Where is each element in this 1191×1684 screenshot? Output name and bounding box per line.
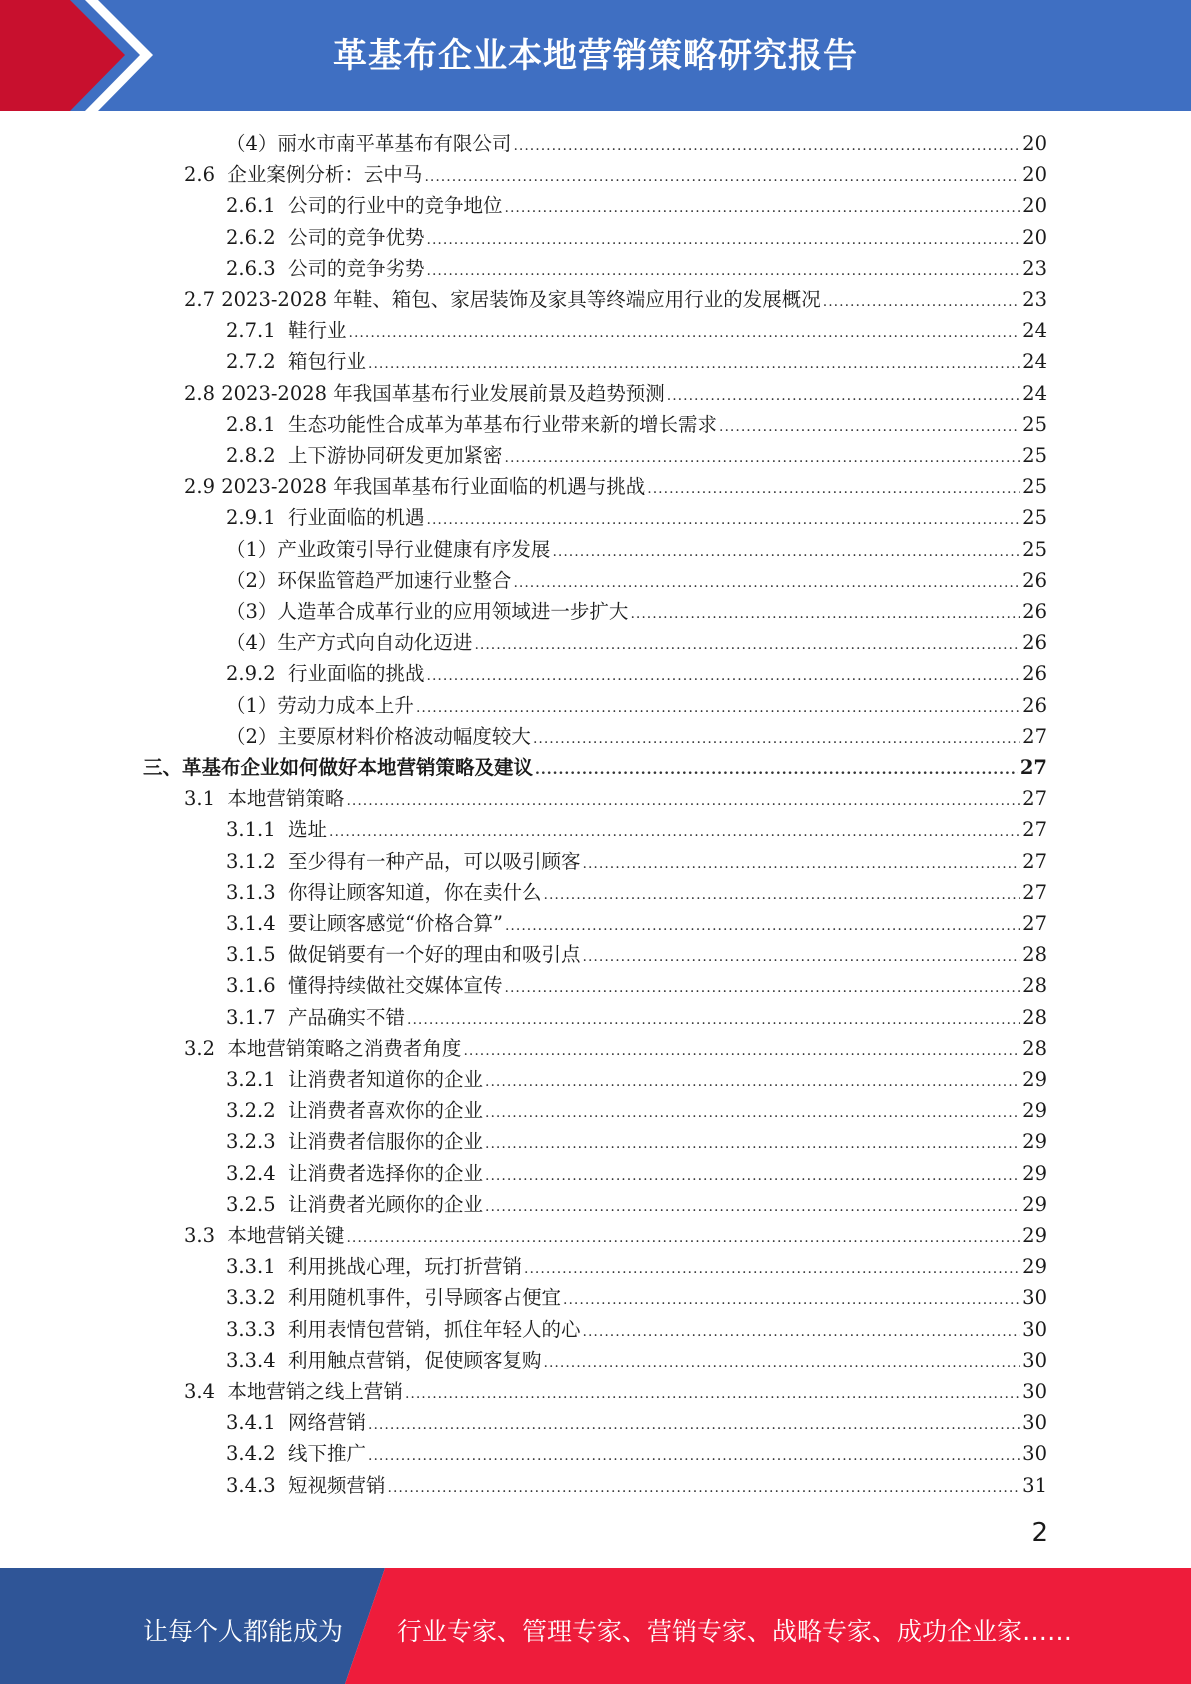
toc-dot-leader	[424, 162, 1020, 193]
toc-entry[interactable]	[184, 378, 1047, 409]
toc-entry-page: 27	[1022, 787, 1047, 811]
toc-entry-page: 29	[1022, 1161, 1047, 1185]
toc-entry-page: 26	[1022, 631, 1047, 655]
toc-dot-leader	[427, 256, 1021, 287]
toc-entry-page: 31	[1022, 1473, 1047, 1497]
toc-entry-page: 28	[1022, 943, 1047, 967]
toc-entry[interactable]	[226, 1002, 1047, 1033]
toc-entry-number: （4）	[226, 631, 278, 655]
toc-entry-page: 24	[1022, 381, 1047, 405]
toc-entry[interactable]	[226, 970, 1047, 1001]
toc-dot-leader	[368, 349, 1020, 380]
toc-entry-title: 生态功能性合成革为革基布行业带来新的增长需求	[288, 412, 718, 436]
toc-entry-number: 2.9.1	[226, 506, 289, 530]
toc-entry-title: 上下游协同研发更加紧密	[288, 444, 503, 467]
toc-entry-title: 你得让顾客知道，你在卖什么	[288, 880, 542, 904]
toc-entry[interactable]	[184, 1220, 1047, 1251]
toc-entry[interactable]	[226, 1158, 1047, 1189]
toc-dot-leader	[505, 193, 1021, 224]
toc-entry[interactable]	[184, 783, 1047, 814]
toc-entry-number: 2.8.2	[226, 444, 289, 467]
toc-entry-title: 生产方式向自动化迈进	[277, 631, 473, 655]
toc-dot-leader	[505, 911, 1020, 942]
toc-entry[interactable]	[226, 346, 1047, 377]
toc-entry-title: 利用表情包营销，抓住年轻人的心	[288, 1317, 581, 1341]
toc-entry-page: 29	[1022, 1099, 1047, 1123]
toc-entry[interactable]	[226, 409, 1047, 440]
toc-entry-number: 2.9	[184, 475, 222, 499]
toc-entry[interactable]	[226, 1407, 1047, 1438]
toc-entry-title: 2023-2028 年我国革基布行业发展前景及趋势预测	[221, 381, 665, 405]
toc-entry-page: 28	[1022, 974, 1047, 998]
toc-entry[interactable]	[226, 1126, 1047, 1157]
toc-entry[interactable]	[226, 253, 1047, 284]
toc-entry-title: 公司的行业中的竞争地位	[288, 194, 503, 218]
toc-entry-page: 27	[1022, 724, 1047, 748]
toc-dot-leader	[583, 849, 1021, 880]
toc-dot-leader	[583, 942, 1021, 973]
toc-entry-title: 2023-2028 年我国革基布行业面临的机遇与挑战	[221, 475, 646, 499]
toc-entry-number: 2.6.2	[226, 225, 289, 249]
toc-entry-page: 29	[1022, 1255, 1047, 1279]
toc-entry-number: 3.3	[184, 1224, 228, 1247]
toc-dot-leader	[485, 1129, 1020, 1160]
toc-entry-page: 29	[1022, 1192, 1047, 1216]
toc-entry-number: 3.1.6	[226, 974, 289, 998]
toc-dot-leader	[667, 381, 1020, 412]
toc-entry[interactable]	[226, 222, 1047, 253]
toc-entry-title: 本地营销策略之消费者角度	[227, 1036, 462, 1060]
toc-entry-number: 2.7.1	[226, 319, 289, 343]
toc-entry-number: 3.2.4	[226, 1161, 289, 1185]
toc-entry[interactable]	[226, 596, 1047, 627]
toc-dot-leader	[513, 568, 1020, 599]
toc-entry[interactable]	[226, 1189, 1047, 1220]
page-footer	[0, 1568, 1191, 1684]
toc-dot-leader	[368, 1441, 1020, 1472]
toc-entry[interactable]	[226, 1282, 1047, 1313]
toc-dot-leader	[427, 661, 1021, 692]
toc-entry-title: 公司的竞争劣势	[288, 256, 425, 280]
toc-entry[interactable]	[226, 1438, 1047, 1469]
toc-entry[interactable]	[226, 1314, 1047, 1345]
toc-dot-leader	[630, 599, 1020, 630]
toc-entry[interactable]	[226, 502, 1047, 533]
toc-dot-leader	[524, 1254, 1020, 1285]
toc-entry-page: 24	[1022, 319, 1047, 343]
footer-slogan-left: 让每个人都能成为	[143, 1617, 344, 1646]
toc-entry-number: 3.1.7	[226, 1005, 289, 1029]
toc-entry-title: 让消费者信服你的企业	[288, 1130, 484, 1154]
toc-dot-leader	[544, 1348, 1021, 1379]
toc-entry-number: 2.6.1	[226, 194, 289, 218]
toc-entry-number: 3.2.1	[226, 1068, 289, 1091]
toc-dot-leader	[505, 443, 1021, 474]
toc-entry[interactable]	[226, 315, 1047, 346]
toc-entry-number: 3.1.4	[226, 912, 289, 935]
toc-dot-leader	[823, 287, 1020, 318]
toc-entry-number: 3.2.2	[226, 1099, 289, 1123]
toc-entry-title: 让消费者知道你的企业	[288, 1068, 484, 1091]
toc-entry-number: （1）	[226, 537, 278, 561]
page-number: 2	[1031, 1518, 1048, 1548]
toc-dot-leader	[368, 1410, 1020, 1441]
toc-entry-title: 丽水市南平革基布有限公司	[277, 132, 512, 155]
toc-entry[interactable]	[226, 846, 1047, 877]
footer-slogan-right: 行业专家、管理专家、营销专家、战略专家、成功企业家……	[397, 1617, 1073, 1646]
toc-dot-leader	[405, 1379, 1020, 1410]
toc-entry-number: 3.3.4	[226, 1348, 289, 1372]
toc-dot-leader	[416, 693, 1020, 724]
toc-entry[interactable]	[226, 908, 1047, 939]
toc-entry-number: （2）	[226, 568, 278, 592]
toc-entry-page: 25	[1022, 537, 1047, 561]
toc-entry-title: 本地营销之线上营销	[227, 1380, 403, 1403]
toc-entry-page: 25	[1022, 475, 1047, 499]
toc-entry-title: 做促销要有一个好的理由和吸引点	[288, 943, 581, 967]
toc-entry-number: （1）	[226, 693, 278, 717]
toc-entry-title: 企业案例分析：云中马	[227, 163, 423, 187]
toc-dot-leader	[346, 1223, 1020, 1254]
toc-entry-page: 29	[1022, 1130, 1047, 1154]
toc-entry-page: 20	[1022, 163, 1047, 187]
toc-entry-title: 主要原材料价格波动幅度较大	[277, 724, 531, 748]
toc-entry-page: 27	[1022, 818, 1047, 842]
toc-entry-number: 三、	[143, 756, 183, 779]
toc-entry[interactable]	[226, 877, 1047, 908]
toc-entry-page: 30	[1022, 1442, 1047, 1466]
toc-entry-number: 3.1	[184, 787, 228, 811]
toc-entry[interactable]	[226, 658, 1047, 689]
toc-dot-leader	[535, 755, 1018, 786]
toc-entry-title: 让消费者选择你的企业	[288, 1161, 484, 1185]
toc-entry-page: 30	[1022, 1380, 1047, 1403]
toc-entry-number: 2.8	[184, 381, 222, 405]
toc-entry[interactable]	[226, 1251, 1047, 1282]
toc-entry-number: 3.3.1	[226, 1255, 289, 1279]
toc-entry-number: 3.4.3	[226, 1473, 289, 1497]
toc-dot-leader	[719, 412, 1020, 443]
toc-entry-number: 2.6	[184, 163, 228, 187]
toc-entry-page: 25	[1022, 444, 1047, 467]
toc-entry-page: 24	[1022, 350, 1047, 374]
toc-entry-title: 行业面临的挑战	[288, 662, 425, 686]
toc-dot-leader	[544, 880, 1021, 911]
toc-entry-number: （3）	[226, 600, 278, 623]
toc-dot-leader	[505, 973, 1021, 1004]
toc-entry-title: 环保监管趋严加速行业整合	[277, 568, 512, 592]
toc-entry-page: 27	[1022, 849, 1047, 873]
toc-dot-leader	[513, 131, 1020, 162]
toc-entry-title: 公司的竞争优势	[288, 225, 425, 249]
toc-entry-page: 26	[1022, 600, 1047, 623]
toc-entry-title: 利用触点营销，促使顾客复购	[288, 1348, 542, 1372]
toc-entry-number: 3.4	[184, 1380, 228, 1403]
toc-dot-leader	[485, 1192, 1020, 1223]
toc-dot-leader	[583, 1317, 1021, 1348]
toc-entry[interactable]	[226, 1470, 1047, 1501]
toc-entry[interactable]	[184, 1376, 1047, 1407]
toc-entry-title: 至少得有一种产品，可以吸引顾客	[288, 849, 581, 873]
toc-entry-title: 箱包行业	[288, 350, 367, 374]
toc-dot-leader	[485, 1067, 1020, 1098]
toc-entry-page: 26	[1022, 568, 1047, 592]
toc-entry-page: 27	[1022, 912, 1047, 935]
toc-dot-leader	[552, 537, 1020, 568]
toc-entry-page: 20	[1022, 132, 1047, 155]
toc-entry-number: （2）	[226, 724, 278, 748]
toc-dot-leader	[563, 1285, 1020, 1316]
toc-entry-title: 劳动力成本上升	[277, 693, 414, 717]
toc-dot-leader	[647, 474, 1020, 505]
toc-entry-page: 30	[1022, 1348, 1047, 1372]
toc-entry-number: 3.4.1	[226, 1411, 289, 1435]
toc-entry-number: 2.7	[184, 288, 222, 311]
toc-entry-number: 3.2.5	[226, 1192, 289, 1216]
toc-entry-title: 人造革合成革行业的应用领域进一步扩大	[277, 600, 629, 623]
toc-entry-number: 3.3.3	[226, 1317, 289, 1341]
toc-entry-title: 懂得持续做社交媒体宣传	[288, 974, 503, 998]
toc-entry-number: 2.6.3	[226, 256, 289, 280]
toc-entry[interactable]	[226, 1064, 1047, 1095]
toc-entry-page: 20	[1022, 194, 1047, 218]
toc-entry[interactable]	[226, 128, 1047, 159]
toc-entry[interactable]	[226, 1345, 1047, 1376]
toc-entry-title: 产业政策引导行业健康有序发展	[277, 537, 551, 561]
toc-entry[interactable]	[226, 565, 1047, 596]
toc-entry[interactable]	[226, 1095, 1047, 1126]
toc-entry-number: 2.9.2	[226, 662, 289, 686]
toc-entry[interactable]	[184, 1033, 1047, 1064]
toc-entry-title: 利用随机事件，引导顾客占便宜	[288, 1286, 562, 1310]
toc-entry-title: 本地营销关键	[227, 1224, 345, 1247]
toc-entry-title: 本地营销策略	[227, 787, 345, 811]
toc-entry-page: 27	[1022, 880, 1047, 904]
toc-entry-page: 23	[1022, 288, 1047, 311]
toc-entry-number: 2.8.1	[226, 412, 289, 436]
toc-entry[interactable]	[226, 814, 1047, 845]
page-header	[0, 0, 1191, 111]
toc-dot-leader	[474, 630, 1020, 661]
toc-entry-page: 30	[1022, 1411, 1047, 1435]
toc-entry[interactable]	[143, 752, 1047, 783]
toc-entry-number: 3.2	[184, 1036, 228, 1060]
toc-entry-number: 3.1.3	[226, 880, 289, 904]
toc-entry-title: 利用挑战心理，玩打折营销	[288, 1255, 523, 1279]
toc-dot-leader	[388, 1473, 1021, 1504]
toc-entry-page: 30	[1022, 1317, 1047, 1341]
toc-dot-leader	[485, 1161, 1020, 1192]
toc-dot-leader	[329, 817, 1020, 848]
toc-entry-page: 30	[1022, 1286, 1047, 1310]
toc-entry-title: 行业面临的机遇	[288, 506, 425, 530]
toc-dot-leader	[407, 1005, 1020, 1036]
toc-entry-number: 3.2.3	[226, 1130, 289, 1154]
toc-entry[interactable]	[226, 627, 1047, 658]
toc-entry-title: 产品确实不错	[288, 1005, 406, 1029]
toc-entry[interactable]	[226, 690, 1047, 721]
toc-dot-leader	[349, 318, 1021, 349]
toc-dot-leader	[533, 724, 1020, 755]
toc-dot-leader	[427, 225, 1021, 256]
toc-dot-leader	[346, 786, 1020, 817]
toc-entry[interactable]	[184, 284, 1047, 315]
toc-entry[interactable]	[226, 534, 1047, 565]
toc-entry[interactable]	[226, 721, 1047, 752]
toc-dot-leader	[485, 1098, 1020, 1129]
toc-entry-page: 27	[1019, 756, 1047, 779]
toc-entry-title: 2023-2028 年鞋、箱包、家居装饰及家具等终端应用行业的发展概况	[221, 288, 821, 311]
toc-entry-page: 29	[1022, 1068, 1047, 1091]
document-title: 革基布企业本地营销策略研究报告	[333, 36, 858, 76]
toc-entry-number: 2.7.2	[226, 350, 289, 374]
toc-entry-title: 让消费者喜欢你的企业	[288, 1099, 484, 1123]
toc-entry-title: 网络营销	[288, 1411, 367, 1435]
toc-entry-page: 29	[1022, 1224, 1047, 1247]
toc-entry-title: 短视频营销	[288, 1473, 386, 1497]
toc-dot-leader	[427, 505, 1021, 536]
toc-entry-page: 26	[1022, 693, 1047, 717]
toc-entry-number: 3.3.2	[226, 1286, 289, 1310]
toc-entry-number: 3.1.1	[226, 818, 289, 842]
toc-entry-title: 鞋行业	[288, 319, 347, 343]
toc-entry[interactable]	[226, 440, 1047, 471]
toc-entry-page: 25	[1022, 412, 1047, 436]
toc-entry-title: 选址	[288, 818, 328, 842]
toc-entry-number: 3.4.2	[226, 1442, 289, 1466]
toc-entry[interactable]	[184, 471, 1047, 502]
toc-entry-title: 线下推广	[288, 1442, 367, 1466]
toc-entry[interactable]	[184, 159, 1047, 190]
toc-entry-title: 要让顾客感觉“价格合算”	[288, 912, 503, 935]
toc-entry-page: 25	[1022, 506, 1047, 530]
toc-entry-page: 20	[1022, 225, 1047, 249]
toc-entry-title: 让消费者光顾你的企业	[288, 1192, 484, 1216]
toc-entry[interactable]	[226, 190, 1047, 221]
toc-entry-page: 28	[1022, 1036, 1047, 1060]
toc-entry-title: 革基布企业如何做好本地营销策略及建议	[182, 756, 534, 779]
toc-entry-page: 23	[1022, 256, 1047, 280]
toc-entry-page: 28	[1022, 1005, 1047, 1029]
toc-entry-page: 26	[1022, 662, 1047, 686]
toc-entry-number: 3.1.2	[226, 849, 289, 873]
toc-entry[interactable]	[226, 939, 1047, 970]
toc-entry-number: 3.1.5	[226, 943, 289, 967]
toc-entry-number: （4）	[226, 132, 278, 155]
toc-dot-leader	[463, 1036, 1020, 1067]
